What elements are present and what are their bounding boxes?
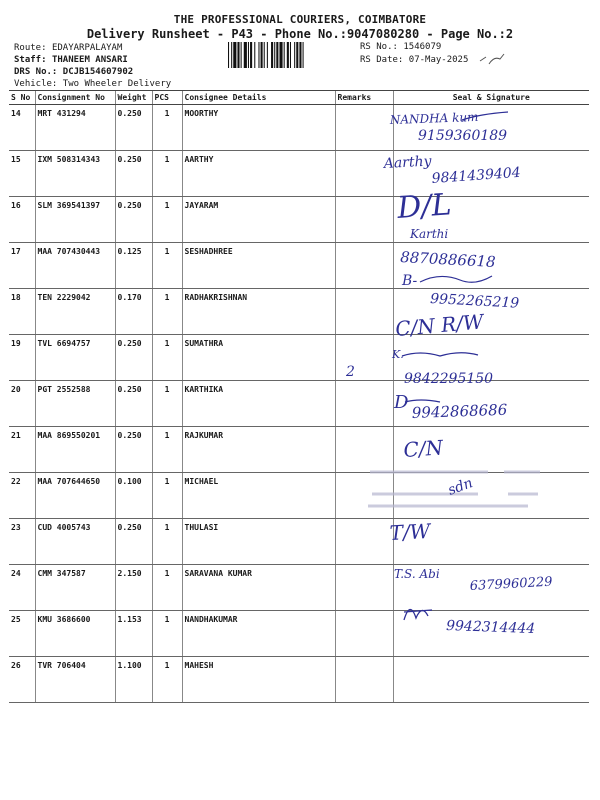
- header-consignment: Consignment No: [35, 91, 115, 105]
- signature-25-name: T.S. Abi: [394, 567, 440, 581]
- cell-pcs: 1: [152, 657, 182, 703]
- signature-14-name: NANDHA kum: [389, 109, 479, 127]
- cell-consignee: THULASI: [182, 519, 335, 565]
- rs-date-line: [360, 55, 468, 65]
- table-row: [9, 197, 589, 243]
- barcode-bar: [231, 42, 232, 68]
- cell-remarks: [335, 565, 393, 611]
- cell-weight: 0.125: [115, 243, 152, 289]
- cell-pcs: 1: [152, 289, 182, 335]
- cell-weight: 0.250: [115, 105, 152, 151]
- cell-pcs: 1: [152, 611, 182, 657]
- signature-17-name: Karthi: [410, 227, 449, 241]
- cell-weight: 0.250: [115, 427, 152, 473]
- cell-consignee: MOORTHY: [182, 105, 335, 151]
- cell-consignee: MICHAEL: [182, 473, 335, 519]
- cell-consignee: SUMATHRA: [182, 335, 335, 381]
- table-row: [9, 519, 589, 565]
- signature-21-phone: 9942868686: [411, 400, 508, 422]
- cell-sno: 18: [9, 289, 35, 335]
- cell-pcs: 1: [152, 105, 182, 151]
- rs-no-line: [360, 42, 441, 52]
- cell-consignee: MAHESH: [182, 657, 335, 703]
- cell-remarks: [335, 197, 393, 243]
- cell-pcs: 1: [152, 243, 182, 289]
- barcode-bar: [287, 42, 289, 68]
- cell-remarks: [335, 335, 393, 381]
- cell-pcs: 1: [152, 427, 182, 473]
- cell-sno: 17: [9, 243, 35, 289]
- barcode-bar: [237, 42, 239, 68]
- signature-14-phone: 9159360189: [418, 128, 508, 144]
- barcode-bar: [248, 42, 249, 68]
- cell-consignment: KMU 3686600: [35, 611, 115, 657]
- cell-consignee: KARTHIKA: [182, 381, 335, 427]
- runsheet-title: Delivery Runsheet - P43 - Phone No.:9047080280 - Page No.:2: [86, 27, 514, 41]
- cell-sno: 19: [9, 335, 35, 381]
- rs-no-value: 1546079: [403, 42, 442, 52]
- cell-consignment: MRT 431294: [35, 105, 115, 151]
- cell-weight: 0.250: [115, 519, 152, 565]
- vehicle-label: Vehicle:: [14, 79, 58, 89]
- barcode-bar: [264, 42, 265, 68]
- rs-no-label: RS No.:: [360, 42, 398, 52]
- cell-consignment: SLM 369541397: [35, 197, 115, 243]
- barcode-bar: [303, 42, 304, 68]
- barcode-bar: [241, 42, 242, 68]
- header-remarks: Remarks: [335, 91, 393, 105]
- barcode-bar: [267, 42, 268, 68]
- barcode-bar: [279, 42, 282, 68]
- cell-sno: 14: [9, 105, 35, 151]
- cell-consignment: MAA 707644650: [35, 473, 115, 519]
- rs-date-value: 07-May-2025: [408, 55, 469, 65]
- barcode-bar: [276, 42, 278, 68]
- signature-17-phone: 8870886618: [399, 248, 497, 271]
- barcode-bar: [296, 42, 298, 68]
- signature-20-name: K.: [392, 348, 404, 361]
- barcode-bar: [244, 42, 247, 68]
- cell-weight: 0.250: [115, 335, 152, 381]
- barcode-bar: [261, 42, 263, 68]
- cell-weight: 1.153: [115, 611, 152, 657]
- cell-remarks: [335, 105, 393, 151]
- cell-sno: 21: [9, 427, 35, 473]
- barcode-bar: [254, 42, 255, 68]
- cell-remarks: [335, 381, 393, 427]
- cell-sno: 20: [9, 381, 35, 427]
- cell-sno: 25: [9, 611, 35, 657]
- signature-22-name: C/N: [402, 435, 444, 462]
- cell-weight: 0.250: [115, 381, 152, 427]
- barcode-bar: [271, 42, 273, 68]
- company-title: THE PROFESSIONAL COURIERS, COIMBATORE: [173, 13, 427, 26]
- cell-weight: 2.150: [115, 565, 152, 611]
- signature-18-name: B-: [402, 273, 418, 289]
- cell-sno: 15: [9, 151, 35, 197]
- cell-sno: 26: [9, 657, 35, 703]
- barcode-bar: [294, 42, 295, 68]
- cell-pcs: 1: [152, 151, 182, 197]
- cell-sno: 22: [9, 473, 35, 519]
- barcode-image: [228, 42, 354, 68]
- signature-25-phone: 6379960229: [469, 574, 553, 594]
- cell-consignment: TVR 706404: [35, 657, 115, 703]
- cell-consignment: MAA 707430443: [35, 243, 115, 289]
- drs-line: [14, 67, 133, 77]
- signature-15-name: Aarthy: [383, 153, 432, 172]
- barcode-bar: [290, 42, 291, 68]
- barcode-bar: [258, 42, 259, 68]
- cell-pcs: 1: [152, 381, 182, 427]
- route-label: Route:: [14, 43, 47, 53]
- vehicle-value: Two Wheeler Delivery: [62, 79, 172, 89]
- signature-19-name: C/N R/W: [394, 309, 485, 341]
- staff-value: THANEEM ANSARI: [51, 55, 128, 65]
- cell-weight: 0.250: [115, 151, 152, 197]
- cell-pcs: 1: [152, 565, 182, 611]
- signature-16-name: D/L: [396, 187, 453, 226]
- cell-signature: [393, 657, 589, 703]
- cell-weight: 1.100: [115, 657, 152, 703]
- header-signature: Seal & Signature: [393, 91, 589, 105]
- signature-18-phone: 9952265219: [429, 291, 520, 312]
- barcode-bar: [233, 42, 236, 68]
- staff-label: Staff:: [14, 55, 47, 65]
- route-value: EDAYARPALAYAM: [51, 43, 123, 53]
- signature-15-phone: 9841439404: [431, 164, 522, 187]
- signature-26-phone: 9942314444: [445, 618, 536, 638]
- cell-consignee: NANDHAKUMAR: [182, 611, 335, 657]
- signature-21-name: D: [394, 392, 409, 413]
- cell-sno: 24: [9, 565, 35, 611]
- table-row: [9, 657, 589, 703]
- header-weight: Weight: [115, 91, 152, 105]
- cell-consignment: CMM 347587: [35, 565, 115, 611]
- cell-pcs: 1: [152, 197, 182, 243]
- table-row: [9, 335, 589, 381]
- cell-consignee: SESHADHREE: [182, 243, 335, 289]
- cell-consignment: TEN 2229042: [35, 289, 115, 335]
- cell-sno: 16: [9, 197, 35, 243]
- cell-remarks: [335, 243, 393, 289]
- cell-pcs: 1: [152, 473, 182, 519]
- header-pcs: PCS: [152, 91, 182, 105]
- barcode-bar: [250, 42, 252, 68]
- barcode-bar: [274, 42, 275, 68]
- cell-consignment: CUD 4005743: [35, 519, 115, 565]
- remarks-tick: 2: [346, 364, 355, 380]
- drs-label: DRS No.:: [14, 67, 58, 77]
- header-sno: S No: [9, 91, 35, 105]
- cell-consignee: RAJKUMAR: [182, 427, 335, 473]
- signature-24-name: T/W: [389, 518, 431, 545]
- header-consignee: Consignee Details: [182, 91, 335, 105]
- cell-consignee: SARAVANA KUMAR: [182, 565, 335, 611]
- table-header-row: [9, 91, 589, 105]
- staff-line: [14, 55, 128, 65]
- signature-20-phone: 9842295150: [404, 371, 494, 387]
- ink-tick-mark: [478, 52, 506, 66]
- cell-consignee: JAYARAM: [182, 197, 335, 243]
- barcode-bar: [284, 42, 285, 68]
- barcode-bar: [299, 42, 301, 68]
- cell-consignment: TVL 6694757: [35, 335, 115, 381]
- cell-consignment: MAA 869550201: [35, 427, 115, 473]
- cell-remarks: [335, 289, 393, 335]
- vehicle-line: [14, 79, 171, 89]
- rs-date-label: RS Date:: [360, 55, 404, 65]
- cell-weight: 0.100: [115, 473, 152, 519]
- cell-weight: 0.250: [115, 197, 152, 243]
- table-row: [9, 243, 589, 289]
- cell-consignment: PGT 2552588: [35, 381, 115, 427]
- cell-pcs: 1: [152, 519, 182, 565]
- barcode-bar: [228, 42, 229, 68]
- cell-pcs: 1: [152, 335, 182, 381]
- drs-value: DCJB154607902: [62, 67, 134, 77]
- signature-23-name: sdn: [445, 475, 476, 499]
- cell-consignee: RADHAKRISHNAN: [182, 289, 335, 335]
- cell-remarks: [335, 611, 393, 657]
- cell-consignment: IXM 508314343: [35, 151, 115, 197]
- cell-sno: 23: [9, 519, 35, 565]
- cell-remarks: [335, 519, 393, 565]
- cell-consignee: AARTHY: [182, 151, 335, 197]
- cell-remarks: [335, 657, 393, 703]
- cell-weight: 0.170: [115, 289, 152, 335]
- route-line: [14, 43, 122, 53]
